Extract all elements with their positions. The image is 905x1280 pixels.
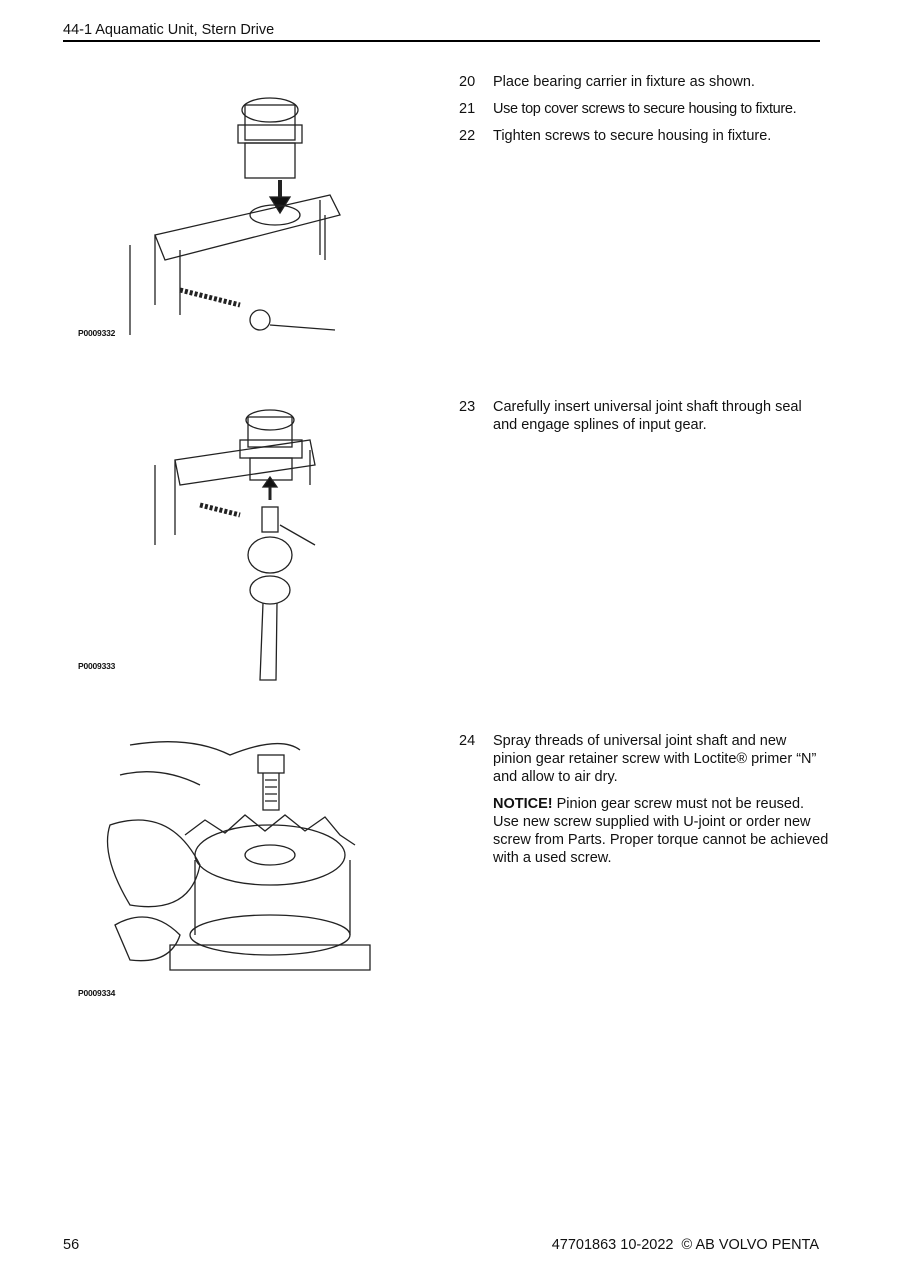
- figure-id: P0009333: [78, 661, 116, 671]
- page-header: 44-1 Aquamatic Unit, Stern Drive: [63, 22, 820, 42]
- steps-group-3: [459, 732, 829, 867]
- figure-bearing-carrier-fixture: [70, 75, 390, 345]
- figure-id: P0009332: [78, 328, 116, 338]
- universal-joint-illustration: [70, 405, 390, 685]
- step-item: [459, 398, 829, 434]
- steps-group-2: [459, 398, 829, 443]
- bearing-carrier-illustration: [70, 75, 390, 345]
- figure-pinion-screw: [70, 735, 390, 1000]
- step-number: 23: [459, 399, 476, 415]
- step-item: [459, 100, 829, 118]
- step-text: Spray threads of universal joint shaft and new pinion gear retainer screw with Loctite® primer “N” and allow to air dry.: [493, 733, 817, 785]
- figure-id: P0009334: [78, 988, 116, 998]
- step-text: Use top cover screws to secure housing to fixture.: [493, 101, 797, 117]
- step-item: [459, 127, 829, 145]
- step-text: Tighten screws to secure housing in fixture.: [493, 128, 772, 144]
- step-item: [459, 732, 829, 786]
- step-item: [459, 73, 829, 91]
- steps-group-1: [459, 73, 829, 154]
- document-info: 47701863 10-2022 © AB VOLVO PENTA: [551, 1237, 819, 1253]
- page-number: 56: [63, 1237, 80, 1253]
- step-text: Place bearing carrier in fixture as shown.: [493, 74, 755, 90]
- figure-universal-joint-insert: [70, 405, 390, 685]
- step-number: 24: [459, 733, 476, 749]
- notice-text: Pinion gear screw must not be reused. Use new screw supplied with U-joint or order new screw from Parts. Proper torque cannot be achieved with a used screw.: [493, 796, 829, 866]
- step-number: 22: [459, 128, 476, 144]
- step-text: Carefully insert universal joint shaft through seal and engage splines of input gear.: [493, 399, 802, 433]
- step-number: 20: [459, 74, 476, 90]
- pinion-gear-illustration: [70, 735, 390, 1000]
- step-number: 21: [459, 101, 476, 117]
- notice-label: NOTICE!: [493, 796, 553, 812]
- notice-paragraph: [493, 795, 829, 867]
